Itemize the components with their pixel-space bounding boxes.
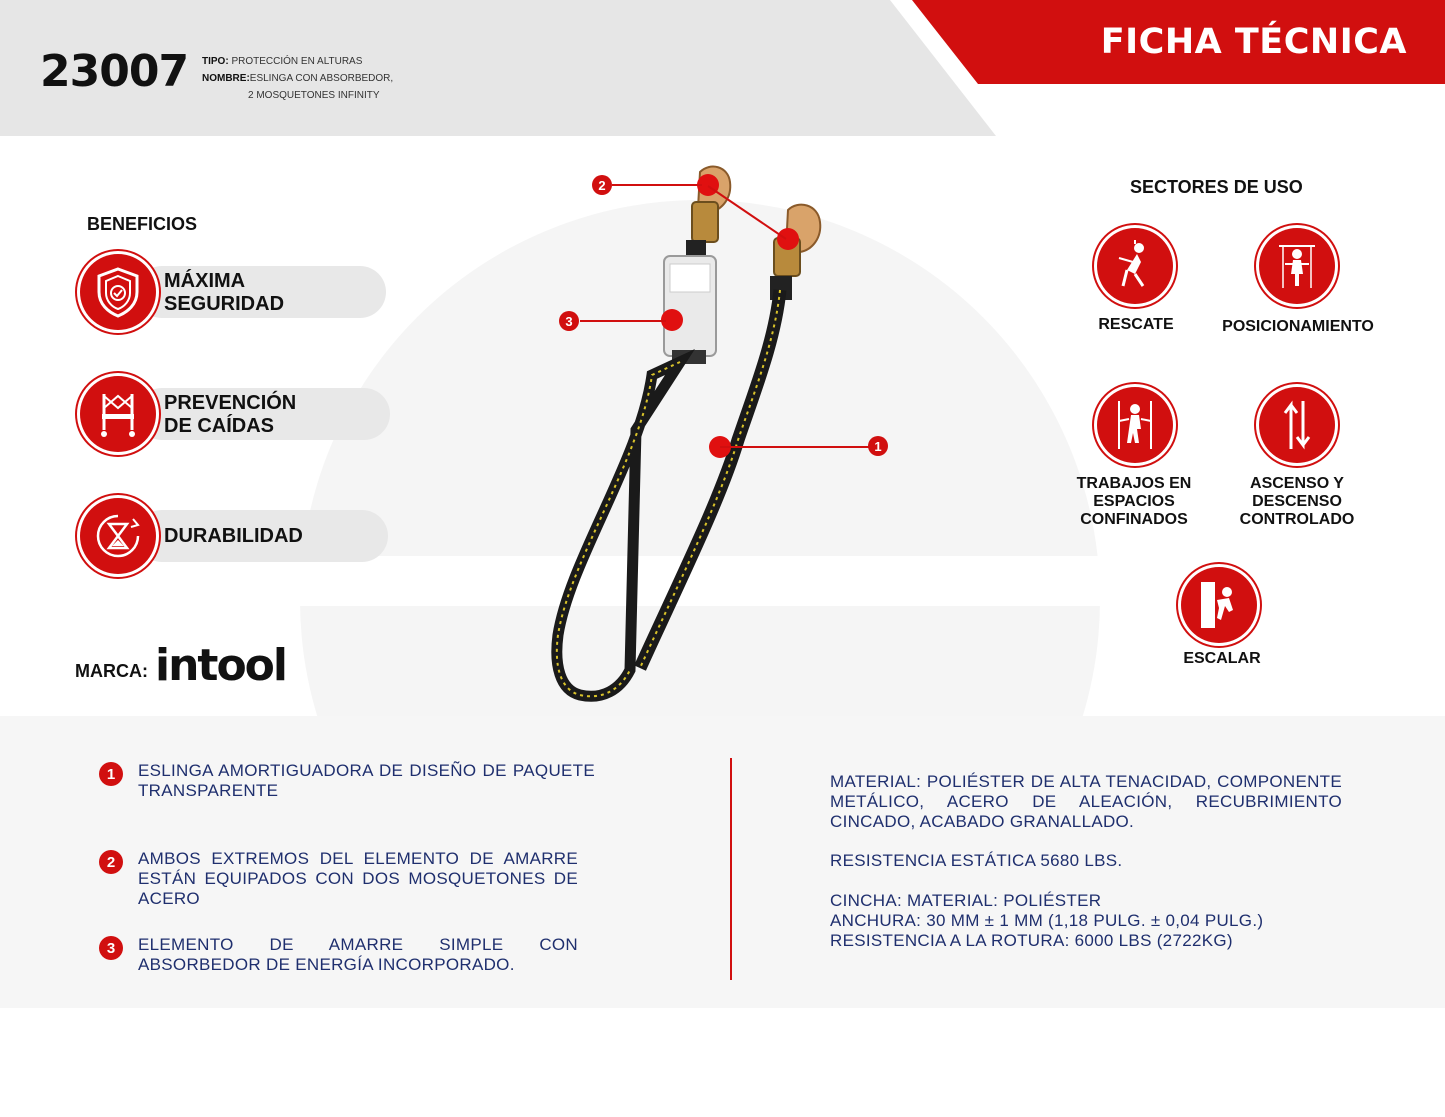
nombre-value: ESLINGA CON ABSORBEDOR,: [249, 73, 394, 84]
callout-number-1: 1: [868, 436, 888, 456]
sector-label-line: CONFINADOS: [1080, 511, 1188, 528]
sector-label-rescate: RESCATE: [1098, 316, 1174, 333]
feature-number-3: 3: [99, 936, 123, 960]
sector-label-line: TRABAJOS EN: [1076, 475, 1192, 492]
nombre-label: NOMBRE:: [202, 73, 250, 84]
benefit-line-2: DE CAÍDAS: [164, 415, 275, 437]
section-divider: [730, 758, 732, 980]
positioning-icon: [1259, 228, 1335, 304]
sector-label-posicionamiento: POSICIONAMIENTO: [1222, 318, 1374, 335]
spec-material: MATERIAL: POLIÉSTER DE ALTA TENACIDAD, COMPONENTE METÁLICO, ACERO DE ALEACIÓN, RECUBRIMIENTO CINCADO, ACABADO GRANALLADO.: [830, 772, 1342, 831]
callout-line-1: [720, 446, 870, 448]
product-code: 23007: [40, 46, 189, 97]
callout-number-2: 2: [592, 175, 612, 195]
confined-space-icon: [1097, 387, 1173, 463]
harness-icon: [80, 376, 156, 452]
benefit-line-1: PREVENCIÓN: [164, 392, 297, 414]
marca-label: MARCA:: [75, 661, 148, 681]
feature-number-2: 2: [99, 850, 123, 874]
spec-resistencia: RESISTENCIA ESTÁTICA 5680 LBS.: [830, 851, 1123, 870]
product-meta: [202, 53, 393, 104]
sector-label-ascenso: [1222, 475, 1372, 529]
callout-line-3: [580, 320, 666, 322]
climbing-icon: [1181, 567, 1257, 643]
benefit-line-2: SEGURIDAD: [164, 293, 285, 315]
sector-label-trabajos: [1068, 475, 1200, 529]
benefit-line-1: DURABILIDAD: [164, 525, 303, 547]
hourglass-icon: [80, 498, 156, 574]
feature-text-1: ESLINGA AMORTIGUADORA DE DISEÑO DE PAQUETE TRANSPARENTE: [138, 761, 595, 800]
spec-cincha: [830, 891, 1390, 951]
callout-line-2-diagonal: [706, 184, 792, 244]
tipo-label: TIPO:: [202, 56, 229, 67]
page-title: FICHA TÉCNICA: [1100, 22, 1407, 62]
spec-cincha-line: CINCHA: MATERIAL: POLIÉSTER: [830, 891, 1102, 910]
sector-label-line: ASCENSO Y: [1250, 475, 1344, 492]
sectores-title: SECTORES DE USO: [1130, 177, 1303, 197]
feature-text-3: ELEMENTO DE AMARRE SIMPLE CON ABSORBEDOR DE ENERGÍA INCORPORADO.: [138, 935, 578, 974]
feature-text-2: AMBOS EXTREMOS DEL ELEMENTO DE AMARRE ESTÁN EQUIPADOS CON DOS MOSQUETONES DE ACERO: [138, 849, 578, 908]
tipo-value: PROTECCIÓN EN ALTURAS: [231, 56, 363, 67]
rescue-icon: [1097, 228, 1173, 304]
callout-number-3: 3: [559, 311, 579, 331]
feature-number-1: 1: [99, 762, 123, 786]
sector-label-line: ESPACIOS: [1093, 493, 1175, 510]
benefit-line-1: MÁXIMA: [164, 270, 246, 292]
sector-label-line: DESCENSO: [1252, 493, 1342, 510]
nombre-value-2: 2 MOSQUETONES INFINITY: [248, 90, 380, 101]
brand-logo: intool: [155, 640, 286, 691]
ascend-descend-icon: [1259, 387, 1335, 463]
spec-cincha-line: ANCHURA: 30 MM ± 1 MM (1,18 PULG. ± 0,04 PULG.): [830, 911, 1264, 930]
sector-label-line: CONTROLADO: [1239, 511, 1355, 528]
beneficios-title: BENEFICIOS: [87, 214, 198, 234]
spec-cincha-line: RESISTENCIA A LA ROTURA: 6000 LBS (2722KG): [830, 931, 1233, 950]
callout-line-2: [612, 184, 702, 186]
sector-label-escalar: ESCALAR: [1183, 650, 1261, 667]
shield-check-icon: [80, 254, 156, 330]
